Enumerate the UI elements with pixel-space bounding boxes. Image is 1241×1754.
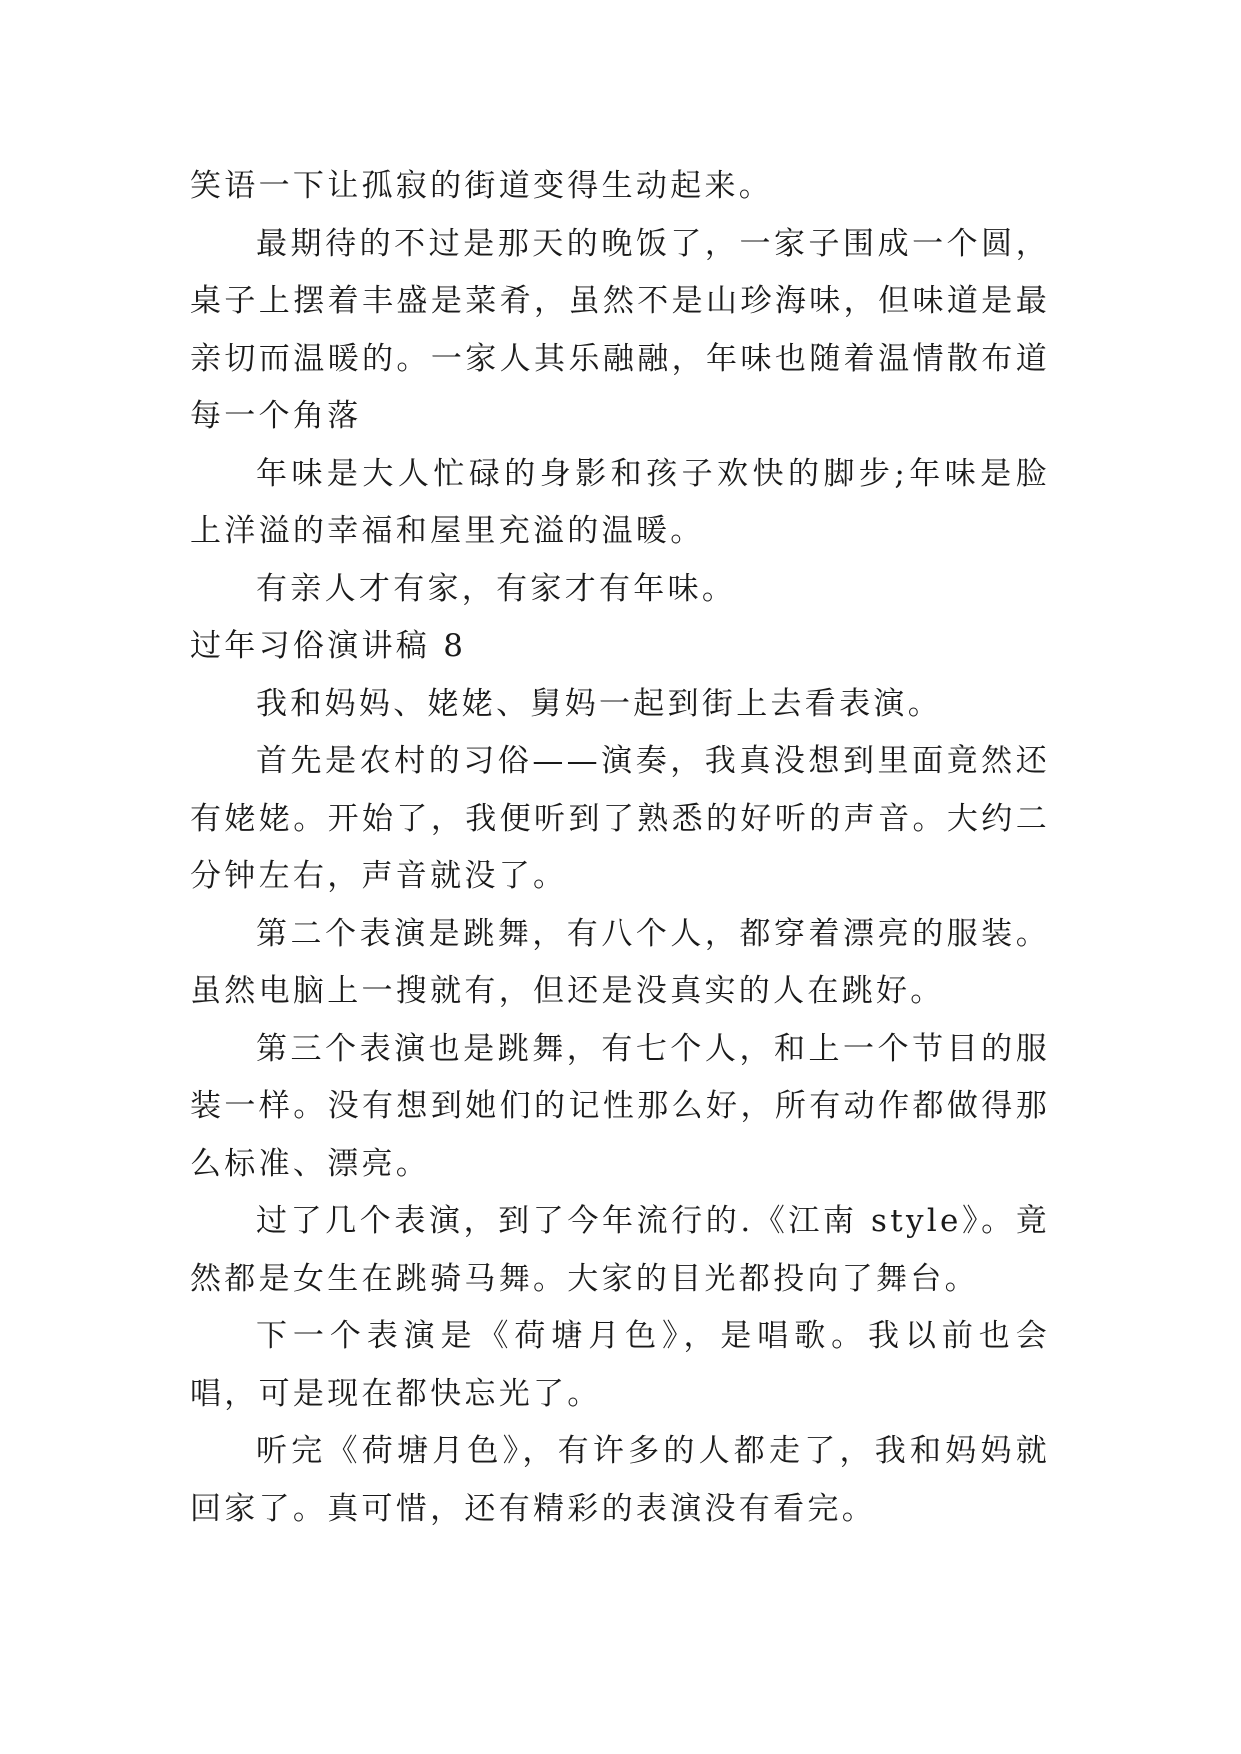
section-heading: 过年习俗演讲稿 8 xyxy=(190,628,467,664)
paragraph: 首先是农村的习俗——演奏，我真没想到里面竟然还有姥姥。开始了，我便听到了熟悉的好听的声音。大约二分钟左右，声音就没了。 xyxy=(190,743,1050,894)
paragraph: 第二个表演是跳舞，有八个人，都穿着漂亮的服装。虽然电脑上一搜就有，但还是没真实的人在跳好。 xyxy=(190,915,1050,1009)
paragraph: 听完《荷塘月色》，有许多的人都走了，我和妈妈就回家了。真可惜，还有精彩的表演没有看完。 xyxy=(190,1433,1050,1527)
paragraph: 下一个表演是《荷塘月色》，是唱歌。我以前也会唱，可是现在都快忘光了。 xyxy=(190,1318,1050,1412)
paragraph: 过了几个表演，到了今年流行的.《江南 style》。竟然都是女生在跳骑马舞。大家的目光都投向了舞台。 xyxy=(190,1203,1050,1297)
document-body xyxy=(190,158,1050,1538)
paragraph: 我和妈妈、姥姥、舅妈一起到街上去看表演。 xyxy=(256,685,942,722)
paragraph: 有亲人才有家，有家才有年味。 xyxy=(256,570,737,607)
paragraph: 年味是大人忙碌的身影和孩子欢快的脚步;年味是脸上洋溢的幸福和屋里充溢的温暖。 xyxy=(190,455,1050,549)
paragraph: 笑语一下让孤寂的街道变得生动起来。 xyxy=(190,168,774,204)
paragraph: 最期待的不过是那天的晚饭了，一家子围成一个圆，桌子上摆着丰盛是菜肴，虽然不是山珍海味，但味道是最亲切而温暖的。一家人其乐融融，年味也随着温情散布道每一个角落 xyxy=(190,225,1050,434)
paragraph: 第三个表演也是跳舞，有七个人，和上一个节目的服装一样。没有想到她们的记性那么好，所有动作都做得那么标准、漂亮。 xyxy=(190,1030,1050,1182)
